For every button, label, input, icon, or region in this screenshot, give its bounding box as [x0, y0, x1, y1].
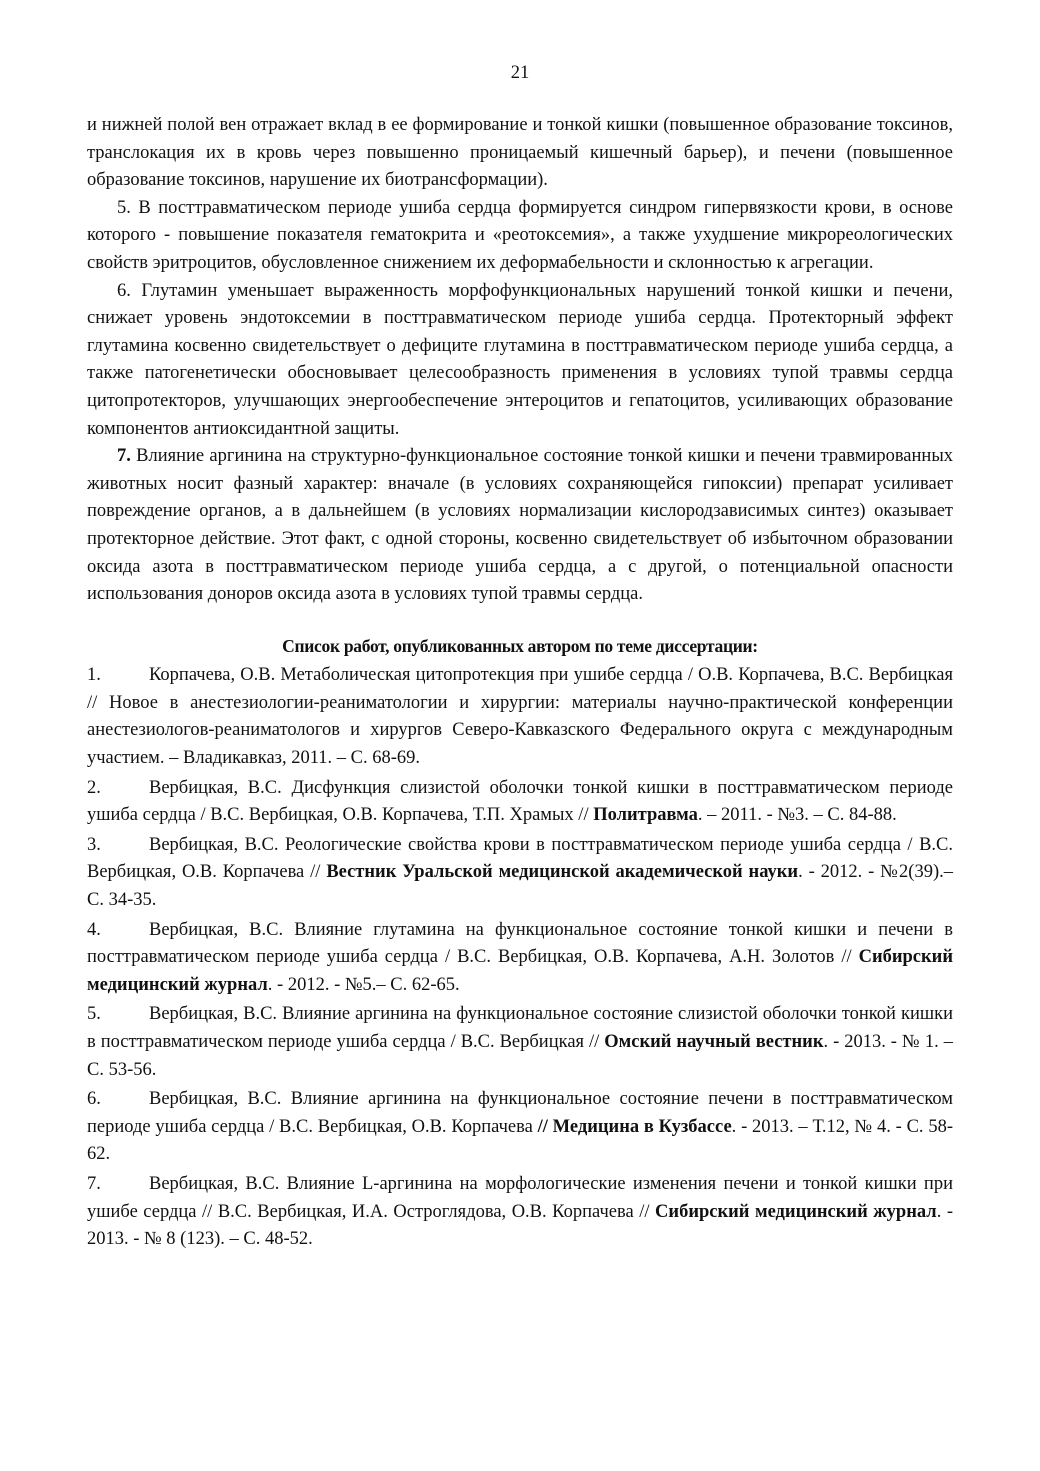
- publication-item: [87, 662, 953, 772]
- publication-number: 6.: [87, 1089, 101, 1110]
- publications-list: [87, 662, 953, 1253]
- paragraph-7-number: 7.: [117, 446, 131, 467]
- paragraph-7-text: Влияние аргинина на структурно-функциональное состояние тонкой кишки и печени травмированных животных носит фазный характер: вначале (в условиях сохраняющейся гипоксии) препарат усиливает повреждение органов, а в дальнейшем (в условиях нормализации кислородзависимых синтез) оказывает протекторное действие. Этот факт, с одной стороны, косвенно свидетельствует об избыточном образовании оксида азота в посттравматическом периоде ушиба сердца, а с другой, о потенциальной опасности использования доноров оксида азота в условиях тупой травмы сердца.: [87, 446, 953, 605]
- paragraph-continuation: и нижней полой вен отражает вклад в ее формирование и тонкой кишки (повышенное образование токсинов, транслокация их в кровь через повышенно проницаемый кишечный барьер), и печени (повышенное образование токсинов, нарушение их биотрансформации).: [87, 115, 953, 191]
- publication-number: 1.: [87, 665, 101, 686]
- paragraph-6: 6. Глутамин уменьшает выраженность морфофункциональных нарушений тонкой кишки и печени, снижает уровень эндотоксемии в посттравматическом периоде ушиба сердца. Протекторный эффект глутамина косвенно свидетельствует о дефиците глутамина в посттравматическом периоде ушиба сердца, а также патогенетически обосновывает целесообразность применения в условиях тупой травмы сердца цитопротекторов, улучшающих энергообеспечение энтероцитов и гепатоцитов, усиливающих образование компонентов антиоксидантной защиты.: [87, 280, 953, 439]
- publication-number: 7.: [87, 1173, 101, 1194]
- publication-details: . - 2013. - № 8 (123). – С. 48-52.: [87, 1201, 954, 1250]
- publications-title: Список работ, опубликованных автором по теме диссертации:: [282, 635, 758, 656]
- publication-text: Вербицкая, В.С. Влияние глутамина на функциональное состояние тонкой кишки и печени в посттравматическом периоде ушиба сердца / В.С. Вербицкая, О.В. Корпачева, А.Н. Золотов //: [87, 919, 953, 968]
- page-body: [87, 112, 953, 1254]
- publication-item: [87, 1001, 953, 1084]
- publication-details: . - 2012. - №5.– С. 62-65.: [267, 974, 460, 995]
- publication-text: Вербицкая, В.С. Влияние L-аргинина на морфологические изменения печени и тонкой кишки при ушибе сердца // В.С. Вербицкая, И.А. Остроглядова, О.В. Корпачева //: [87, 1173, 953, 1222]
- publication-item: [87, 1171, 953, 1254]
- publication-details: . – 2011. - №3. – С. 84-88.: [697, 805, 897, 826]
- publication-number: 4.: [87, 919, 101, 940]
- journal-name: // Медицина в Кузбассе: [537, 1116, 732, 1137]
- publication-text: Корпачева, О.В. Метаболическая цитопротекция при ушибе сердца / О.В. Корпачева, В.С. Вербицкая // Новое в анестезиологии-реаниматологии и хирургии: материалы научно-практической конференции анестезиологов-реаниматологов и хирургов Северо-Кавказского Федерального округа с международным участием. – Владикавказ, 2011. – С. 68-69.: [87, 665, 953, 769]
- publication-text: Вербицкая, В.С. Реологические свойства крови в посттравматическом периоде ушиба сердца / В.С. Вербицкая, О.В. Корпачева //: [87, 834, 953, 883]
- publication-details: . - 2012. - №2(39).– С. 34-35.: [87, 862, 953, 911]
- publication-item: [87, 917, 953, 1000]
- journal-name: Сибирский медицинский журнал: [87, 947, 953, 995]
- paragraph-7: [87, 443, 953, 609]
- publication-details: . - 2013. - № 1. – С. 53-56.: [87, 1032, 953, 1080]
- page-number: 21: [510, 63, 530, 83]
- journal-name: Вестник Уральской медицинской академической науки: [326, 862, 799, 883]
- publication-text: Вербицкая, В.С. Влияние аргинина на функциональное состояние печени в посттравматическом периоде ушиба сердца / В.С. Вербицкая, О.В. Корпачева: [87, 1089, 953, 1137]
- paragraph-5: 5. В посттравматическом периоде ушиба сердца формируется синдром гипервязкости крови, в основе которого - повышение показателя гематокрита и «реотоксемия», а также ухудшение микрореологических свойств эритроцитов, обусловленное снижением их деформабельности и склонностью к агрегации.: [87, 197, 953, 273]
- publication-number: 5.: [87, 1004, 101, 1025]
- journal-name: Сибирский медицинский журнал: [655, 1201, 937, 1222]
- publication-number: 3.: [87, 834, 101, 855]
- publication-details: . - 2013. – Т.12, № 4. - С. 58-62.: [87, 1116, 954, 1165]
- publication-text: Вербицкая, В.С. Влияние аргинина на функциональное состояние слизистой оболочки тонкой кишки в посттравматическом периоде ушиба сердца / В.С. Вербицкая //: [87, 1004, 953, 1052]
- publication-text: Вербицкая, В.С. Дисфункция слизистой оболочки тонкой кишки в посттравматическом периоде ушиба сердца / В.С. Вербицкая, О.В. Корпачева, Т.П. Храмых //: [87, 777, 953, 826]
- publication-item: [87, 1086, 953, 1169]
- publication-number: 2.: [87, 777, 101, 798]
- journal-name: Политравма: [593, 805, 698, 826]
- publication-item: [87, 775, 953, 830]
- journal-name: Омский научный вестник: [604, 1032, 824, 1052]
- publication-item: [87, 832, 953, 915]
